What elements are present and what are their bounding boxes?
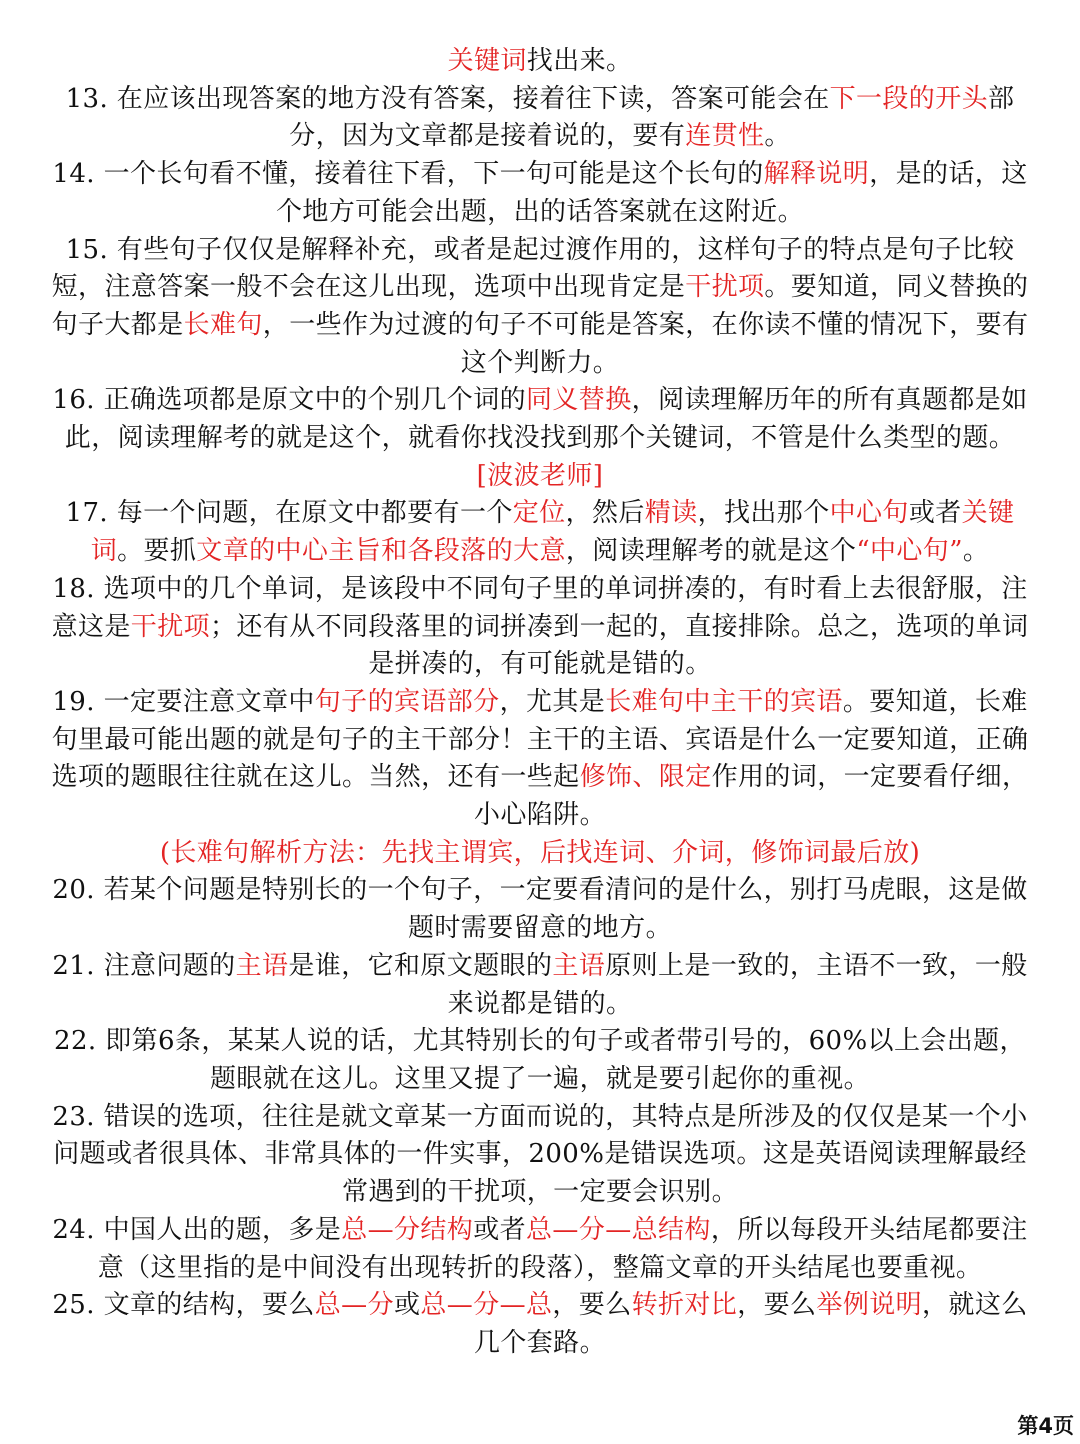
highlighted-text: 文章的中心主旨和各段落的大意 xyxy=(196,536,566,567)
body-text: ，要么 xyxy=(552,1290,632,1321)
highlighted-text: 中心句 xyxy=(829,498,909,529)
tips-list xyxy=(48,43,1032,1363)
highlighted-text: 定位 xyxy=(512,498,566,529)
highlighted-text: 关键词 xyxy=(447,46,527,76)
tip-paragraph xyxy=(48,495,1032,570)
tip-paragraph xyxy=(48,684,1032,835)
highlighted-text: 下一段的开头 xyxy=(829,83,988,114)
body-text: 24. 中国人出的题，多是 xyxy=(52,1214,342,1245)
tip-paragraph xyxy=(48,156,1032,231)
highlighted-text: 主语 xyxy=(235,950,289,981)
highlighted-text: 干扰项 xyxy=(685,272,765,303)
highlighted-text: 同义替换 xyxy=(526,385,632,416)
tip-paragraph xyxy=(48,1212,1032,1287)
body-text: ，要么 xyxy=(737,1290,817,1321)
tip-paragraph xyxy=(48,81,1032,156)
highlighted-text: 总—分—总 xyxy=(420,1290,553,1321)
body-text: 14. 一个长句看不懂，接着往下看，下一句可能是这个长句的 xyxy=(52,159,764,190)
highlighted-text: 关键词 xyxy=(90,498,1015,567)
body-text: ，就这么几个套路。 xyxy=(473,1290,1028,1358)
highlighted-text: 干扰项 xyxy=(130,611,210,642)
body-text: 15. 有些句子仅仅是解释补充，或者是起过渡作用的，这样句子的特点是句子比较短，注意答案一般不会在这儿出现，选项中出现肯定是 xyxy=(51,234,1015,303)
highlighted-text: 总—分结构 xyxy=(341,1214,474,1245)
tip-paragraph xyxy=(48,1099,1032,1212)
body-text: 22. 即第6条，某某人说的话，尤其特别长的句子或者带引号的，60%以上会出题，题眼就在这儿。这里又提了一遍，就是要引起你的重视。 xyxy=(54,1026,1026,1094)
body-text: ，是的话，这个地方可能会出题，出的话答案就在这附近。 xyxy=(275,159,1028,227)
body-text: 17. 每一个问题，在原文中都要有一个 xyxy=(65,498,513,529)
body-text: 找出来。 xyxy=(526,46,633,76)
body-text: ，尤其是 xyxy=(499,686,606,717)
body-text: 19. 一定要注意文章中 xyxy=(52,686,315,717)
body-text: 原则上是一致的，主语不一致，一般来说都是错的。 xyxy=(447,950,1028,1019)
body-text: 16. 正确选项都是原文中的个别几个词的 xyxy=(52,385,526,416)
body-text: 是谁，它和原文题眼的 xyxy=(288,950,553,981)
tip-paragraph xyxy=(48,458,1032,496)
body-text: 23. 错误的选项，往往是就文章某一方面而说的，其特点是所涉及的仅仅是某一个小问题或者很具体、非常具体的一件实事，200%是错误选项。这是英语阅读理解最经常遇到的干扰项，一定要会识别。 xyxy=(52,1101,1028,1208)
tip-paragraph xyxy=(48,571,1032,684)
body-text: 。 xyxy=(764,121,791,152)
body-text: ，阅读理解考的就是这个 xyxy=(565,536,857,567)
body-text: 13. 在应该出现答案的地方没有答案，接着往下读，答案可能会在 xyxy=(65,83,830,114)
tip-paragraph xyxy=(48,232,1032,383)
body-text: ，阅读理解历年的所有真题都是如此，阅读理解考的就是这个，就看你找没找到那个关键词，不管是什么类型的题。 xyxy=(64,385,1028,454)
body-text: ，找出那个 xyxy=(697,498,830,529)
highlighted-text: 举例说明 xyxy=(816,1290,923,1321)
highlighted-text: 句子的宾语部分 xyxy=(314,686,500,717)
highlighted-text: 解释说明 xyxy=(763,159,870,190)
tip-paragraph xyxy=(48,43,1032,81)
highlighted-text: 长难句中主干的宾语 xyxy=(605,686,843,717)
tip-paragraph xyxy=(48,835,1032,873)
tip-paragraph xyxy=(48,948,1032,1023)
body-text: 或者 xyxy=(473,1214,527,1245)
tip-paragraph xyxy=(48,382,1032,457)
body-text: ，一些作为过渡的句子不可能是答案，在你读不懂的情况下，要有这个判断力。 xyxy=(262,309,1029,378)
highlighted-text: 连贯性 xyxy=(685,121,765,152)
tip-paragraph xyxy=(48,1287,1032,1362)
body-text: ，然后 xyxy=(565,498,645,529)
body-text: 。要知道，长难句里最可能出题的就是句子的主干部分！主干的主语、宾语是什么一定要知道，正确选项的题眼往往就在这儿。当然，还有一些起 xyxy=(51,686,1029,793)
highlighted-text: 主语 xyxy=(552,950,606,981)
highlighted-text: 总—分 xyxy=(314,1290,394,1321)
body-text: 。要抓 xyxy=(117,536,197,567)
body-text: ，所以每段开头结尾都要注意（这里指的是中间没有出现转折的段落），整篇文章的开头结尾也要重视。 xyxy=(97,1214,1028,1283)
highlighted-text: 长难句 xyxy=(183,309,263,340)
body-text: 21. 注意问题的 xyxy=(52,950,236,981)
highlighted-text: (长难句解析方法：先找主谓宾，后找连词、介词，修饰词最后放) xyxy=(159,837,921,868)
highlighted-text: [波波老师] xyxy=(476,460,604,491)
body-text: 部分，因为文章都是接着说的，要有 xyxy=(289,83,1015,152)
body-text: 25. 文章的结构，要么 xyxy=(52,1290,315,1321)
highlighted-text: 精读 xyxy=(644,498,698,529)
body-text: ；还有从不同段落里的词拼凑到一起的，直接排除。总之，选项的单词是拼凑的，有可能就是错的。 xyxy=(210,611,1029,680)
body-text: 20. 若某个问题是特别长的一个句子，一定要看清问的是什么，别打马虎眼，这是做题时需要留意的地方。 xyxy=(52,875,1028,944)
highlighted-text: 转折对比 xyxy=(631,1290,738,1321)
body-text: 18. 选项中的几个单词，是该段中不同句子里的单词拼凑的，有时看上去很舒服，注意这是 xyxy=(51,573,1028,642)
page-number: 第4页 xyxy=(1017,1414,1074,1438)
body-text: 作用的词，一定要看仔细，小心陷阱。 xyxy=(473,762,1029,831)
tip-paragraph xyxy=(48,1023,1032,1098)
body-text: 或 xyxy=(393,1290,421,1321)
tip-paragraph xyxy=(48,872,1032,947)
highlighted-text: 总—分—总结构 xyxy=(526,1214,711,1245)
body-text: 或者 xyxy=(908,498,962,529)
body-text: 。 xyxy=(962,536,990,567)
highlighted-text: 修饰、限定 xyxy=(579,762,712,793)
highlighted-text: “中心句” xyxy=(856,536,963,567)
body-text: 。要知道，同义替换的句子大都是 xyxy=(51,272,1029,340)
